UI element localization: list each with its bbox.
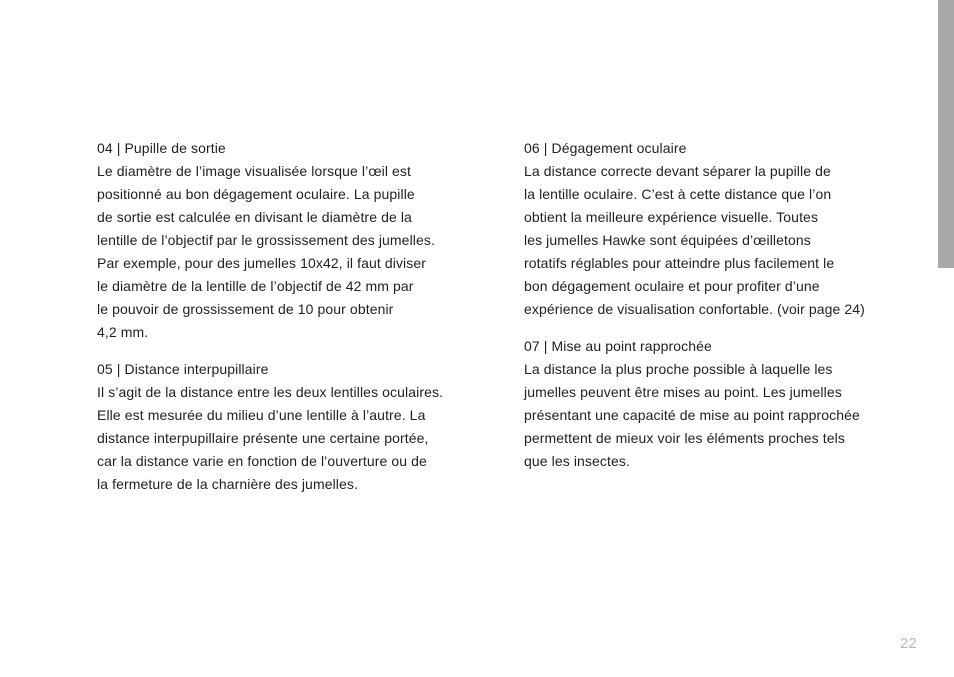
body-line: La distance correcte devant séparer la pupille de xyxy=(524,163,831,179)
page-number: 22 xyxy=(900,635,917,652)
body-line: que les insectes. xyxy=(524,453,630,469)
body-line: positionné au bon dégagement oculaire. La pupille xyxy=(97,186,415,202)
body-line: obtient la meilleure expérience visuelle. Toutes xyxy=(524,209,819,225)
body-line: la lentille oculaire. C’est à cette distance que l’on xyxy=(524,186,832,202)
section-exit-pupil xyxy=(97,137,492,344)
section-eye-relief xyxy=(524,137,919,321)
body-line: le pouvoir de grossissement de 10 pour obtenir xyxy=(97,301,394,317)
page-edge-tab xyxy=(938,0,954,268)
body-line: Elle est mesurée du milieu d’une lentille à l’autre. La xyxy=(97,407,426,423)
right-column xyxy=(524,137,919,487)
body-line: présentant une capacité de mise au point rapprochée xyxy=(524,407,860,423)
section-heading: 07 | Mise au point rapprochée xyxy=(524,338,712,354)
body-line: de sortie est calculée en divisant le diamètre de la xyxy=(97,209,412,225)
body-line: car la distance varie en fonction de l’ouverture ou de xyxy=(97,453,427,469)
body-line: permettent de mieux voir les éléments proches tels xyxy=(524,430,845,446)
body-line: rotatifs réglables pour atteindre plus facilement le xyxy=(524,255,835,271)
body-line: Par exemple, pour des jumelles 10x42, il faut diviser xyxy=(97,255,427,271)
body-line: La distance la plus proche possible à laquelle les xyxy=(524,361,833,377)
body-line: lentille de l’objectif par le grossissement des jumelles. xyxy=(97,232,435,248)
body-line: la fermeture de la charnière des jumelles. xyxy=(97,476,358,492)
section-heading: 05 | Distance interpupillaire xyxy=(97,361,269,377)
left-column xyxy=(97,137,492,510)
body-line: le diamètre de la lentille de l’objectif de 42 mm par xyxy=(97,278,414,294)
section-close-focus xyxy=(524,335,919,473)
body-line: expérience de visualisation confortable. (voir page 24) xyxy=(524,301,865,317)
body-line: Le diamètre de l’image visualisée lorsque l’œil est xyxy=(97,163,412,179)
section-interpupillary-distance xyxy=(97,358,492,496)
section-heading: 04 | Pupille de sortie xyxy=(97,140,226,156)
body-line: 4,2 mm. xyxy=(97,324,149,340)
section-heading: 06 | Dégagement oculaire xyxy=(524,140,687,156)
body-line: bon dégagement oculaire et pour profiter d’une xyxy=(524,278,820,294)
body-line: distance interpupillaire présente une certaine portée, xyxy=(97,430,429,446)
body-line: jumelles peuvent être mises au point. Les jumelles xyxy=(524,384,842,400)
body-line: les jumelles Hawke sont équipées d’œilletons xyxy=(524,232,811,248)
body-line: Il s’agit de la distance entre les deux lentilles oculaires. xyxy=(97,384,444,400)
